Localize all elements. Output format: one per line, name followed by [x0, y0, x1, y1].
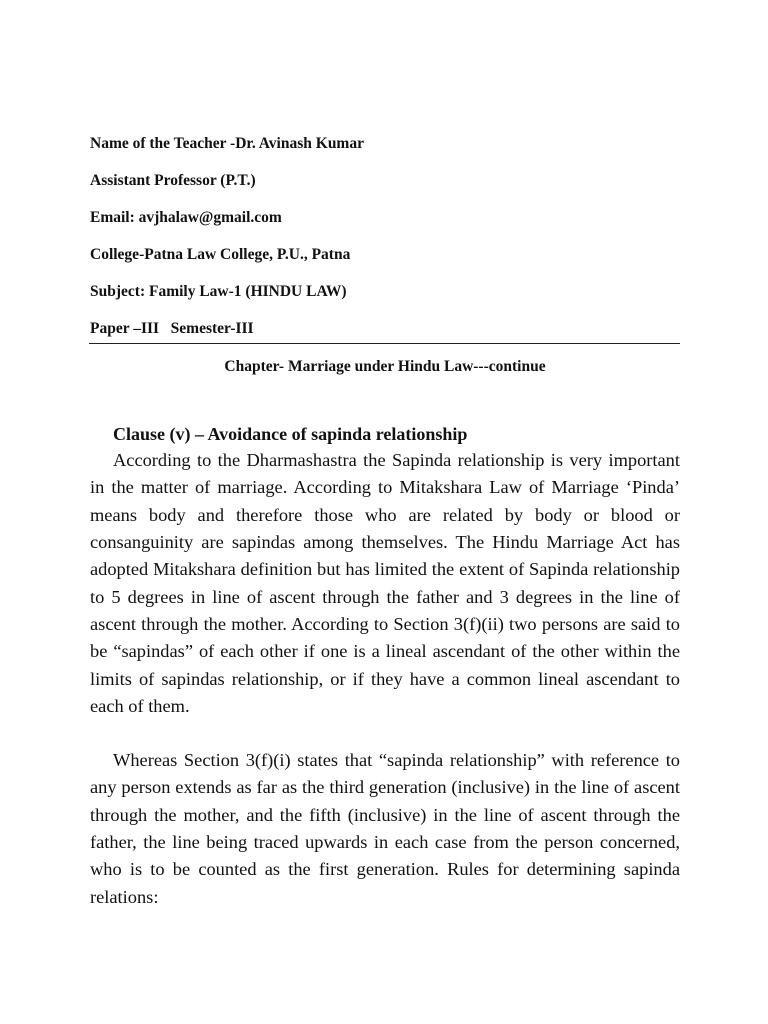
clause-heading: Clause (v) – Avoidance of sapinda relationship — [113, 424, 468, 444]
teacher-designation: Assistant Professor (P.T.) — [90, 172, 256, 189]
body-paragraph: According to the Dharmashastra the Sapinda relationship is very important in the matter of marriage. According to Mitakshara Law of Marriage ‘Pinda’ means body and therefore those who are related by body or blood or consanguinity are sapindas among themselves. The Hindu Marriage Act has adopted Mitakshara definition but has limited the extent of Sapinda relationship to 5 degrees in line of ascent through the father and 3 degrees in the line of ascent through the mother. According to Section 3(f)(ii) two persons are said to be “sapindas” of each other if one is a lineal ascendant of the other within the limits of sapindas relationship, or if they have a common lineal ascendant to each of them. — [90, 450, 680, 717]
subject-line: Subject: Family Law-1 (HINDU LAW) — [90, 283, 347, 300]
teacher-name: Name of the Teacher -Dr. Avinash Kumar — [90, 135, 364, 152]
body-paragraph: Whereas Section 3(f)(i) states that “sapinda relationship” with reference to any person extends as far as the third generation (inclusive) in the line of ascent through the mother, and the fifth (inclusive) in the line of ascent through the father, the line being traced upwards in each case from the person concerned, who is to be counted as the first generation. Rules for determining sapinda relations: — [90, 750, 680, 907]
chapter-title: Chapter- Marriage under Hindu Law---continue — [224, 358, 546, 375]
paper-semester-line: Paper –III Semester-III — [90, 320, 254, 337]
college-name: College-Patna Law College, P.U., Patna — [90, 246, 351, 263]
header-divider — [89, 343, 680, 344]
teacher-email: Email: avjhalaw@gmail.com — [90, 209, 282, 226]
